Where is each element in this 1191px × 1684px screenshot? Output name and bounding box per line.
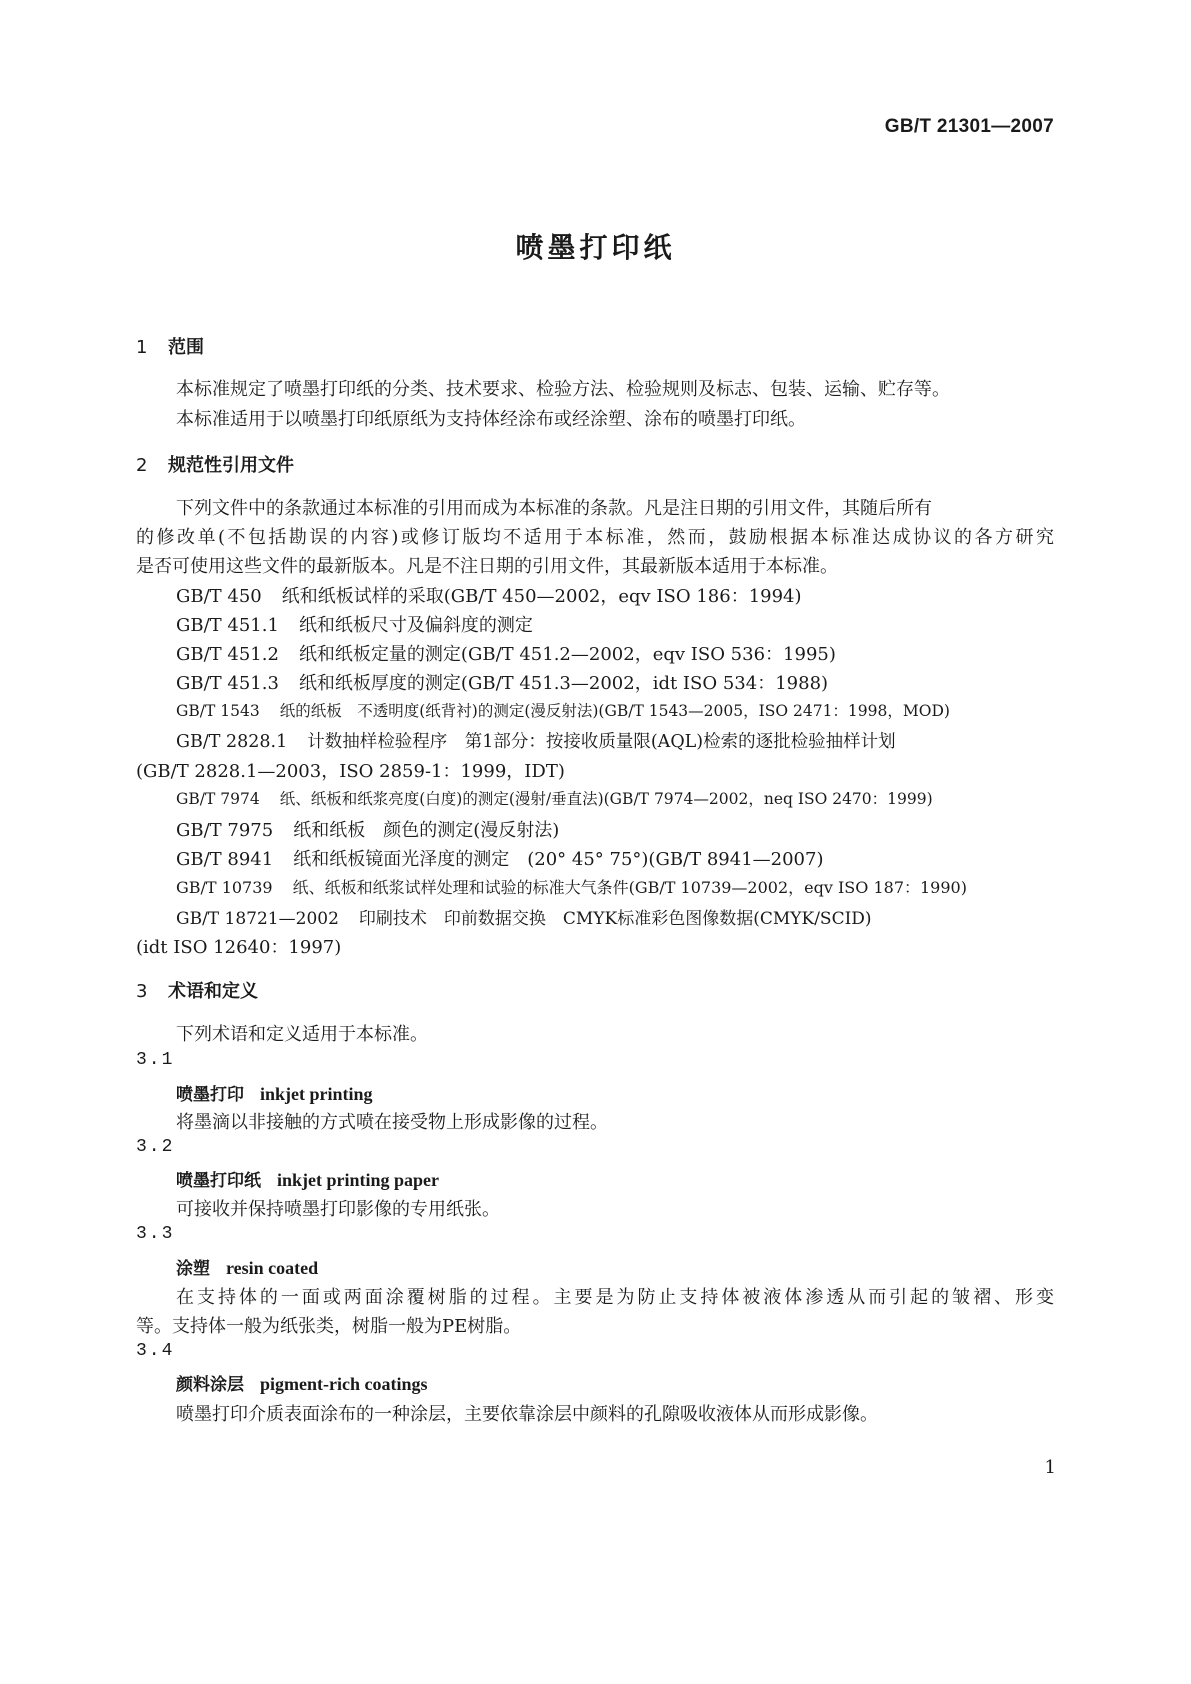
term-number: 3.1 — [136, 1050, 175, 1070]
term-name: 喷墨打印纸 inkjet printing paper — [176, 1170, 440, 1191]
term-definition: 喷墨打印介质表面涂布的一种涂层，主要依靠涂层中颜料的孔隙吸收液体从而形成影像。 — [176, 1404, 878, 1425]
term-name: 颜料涂层 pigment-rich coatings — [176, 1374, 428, 1395]
paragraph-line: 下列文件中的条款通过本标准的引用而成为本标准的条款。凡是注日期的引用文件，其随后所有 — [176, 498, 932, 519]
reference-item: GB/T 451.2 纸和纸板定量的测定(GB/T 451.2—2002，eqv ISO 536：1995) — [176, 644, 836, 665]
term-definition: 可接收并保持喷墨打印影像的专用纸张。 — [176, 1199, 500, 1220]
reference-item: GB/T 451.1 纸和纸板尺寸及偏斜度的测定 — [176, 615, 533, 636]
paragraph-line: 的修改单(不包括勘误的内容)或修订版均不适用于本标准，然而，鼓励根据本标准达成协议的各方研究 — [136, 527, 1054, 548]
paragraph: 本标准规定了喷墨打印纸的分类、技术要求、检验方法、检验规则及标志、包装、运输、贮存等。 — [176, 379, 950, 400]
reference-item-continuation: (idt ISO 12640：1997) — [136, 937, 342, 958]
reference-item: GB/T 451.3 纸和纸板厚度的测定(GB/T 451.3—2002，idt ISO 534：1988) — [176, 673, 829, 694]
paragraph: 下列术语和定义适用于本标准。 — [176, 1024, 428, 1045]
reference-item: GB/T 8941 纸和纸板镜面光泽度的测定 (20° 45° 75°)(GB/T 8941—2007) — [176, 849, 824, 870]
term-number: 3.2 — [136, 1137, 175, 1157]
reference-item: GB/T 450 纸和纸板试样的采取(GB/T 450—2002，eqv ISO 186：1994) — [176, 586, 802, 607]
section-heading-terms-definitions: 3 术语和定义 — [136, 981, 258, 1002]
paragraph-line: 是否可使用这些文件的最新版本。凡是不注日期的引用文件，其最新版本适用于本标准。 — [136, 556, 838, 577]
reference-item: GB/T 7974 纸、纸板和纸浆亮度(白度)的测定(漫射/垂直法)(GB/T 7974—2002，neq ISO 2470：1999) — [176, 790, 933, 808]
paragraph: 本标准适用于以喷墨打印纸原纸为支持体经涂布或经涂塑、涂布的喷墨打印纸。 — [176, 409, 806, 430]
document-title: 喷墨打印纸 — [515, 231, 676, 264]
reference-item-continuation: (GB/T 2828.1—2003，ISO 2859-1：1999，IDT) — [136, 761, 565, 782]
standard-code: GB/T 21301—2007 — [884, 116, 1054, 137]
term-definition: 等。支持体一般为纸张类，树脂一般为PE树脂。 — [136, 1316, 522, 1337]
section-heading-scope: 1 范围 — [136, 337, 204, 358]
term-definition: 在支持体的一面或两面涂覆树脂的过程。主要是为防止支持体被液体渗透从而引起的皱褶、形变 — [176, 1287, 1054, 1308]
page-number: 1 — [1044, 1457, 1056, 1478]
term-definition: 将墨滴以非接触的方式喷在接受物上形成影像的过程。 — [176, 1112, 608, 1133]
reference-item: GB/T 10739 纸、纸板和纸浆试样处理和试验的标准大气条件(GB/T 10739—2002，eqv ISO 187：1990) — [176, 878, 967, 897]
reference-item: GB/T 7975 纸和纸板 颜色的测定(漫反射法) — [176, 820, 560, 841]
term-number: 3.3 — [136, 1224, 175, 1244]
section-heading-normative-references: 2 规范性引用文件 — [136, 455, 294, 476]
term-name: 喷墨打印 inkjet printing — [176, 1084, 373, 1105]
reference-item: GB/T 18721—2002 印刷技术 印前数据交换 CMYK标准彩色图像数据(CMYK/SCID) — [176, 909, 872, 929]
reference-item: GB/T 2828.1 计数抽样检验程序 第1部分：按接收质量限(AQL)检索的逐批检验抽样计划 — [176, 732, 896, 752]
term-number: 3.4 — [136, 1341, 175, 1361]
term-name: 涂塑 resin coated — [176, 1258, 319, 1279]
reference-item: GB/T 1543 纸的纸板 不透明度(纸背衬)的测定(漫反射法)(GB/T 1543—2005，ISO 2471：1998，MOD) — [176, 702, 950, 720]
